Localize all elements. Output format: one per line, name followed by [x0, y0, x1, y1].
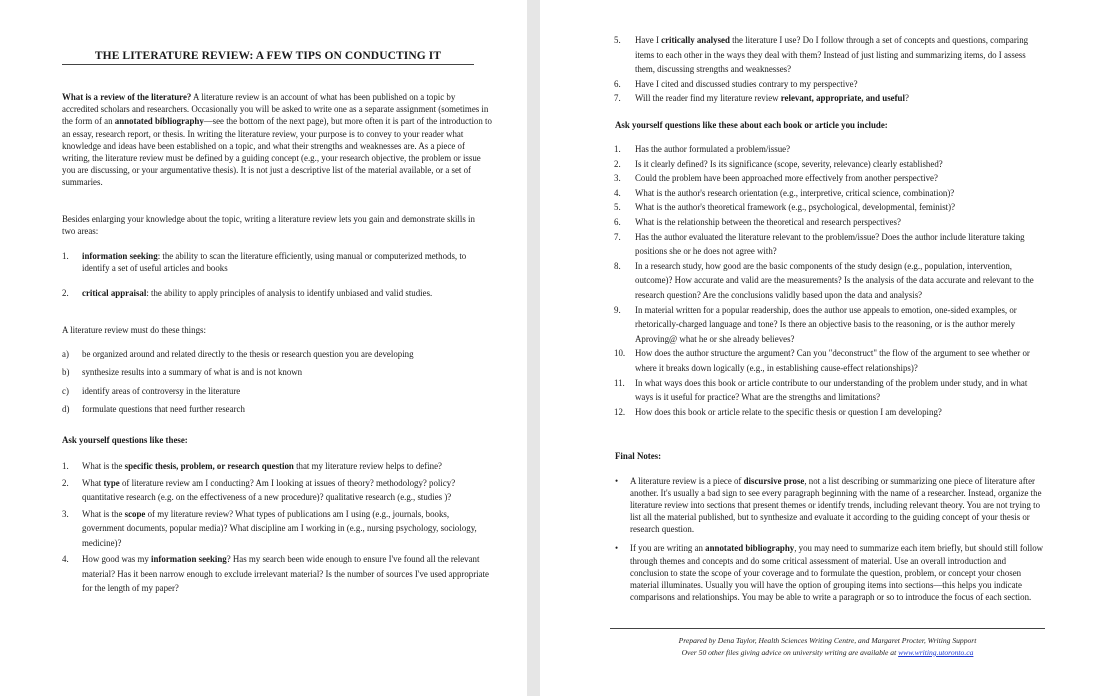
ask-pre: What — [82, 477, 104, 488]
list-number: 10. — [614, 348, 626, 359]
ask-pre: What is the — [82, 461, 125, 471]
note-post: , you may need to summarize each item briefly, but should still follow through themes and concepts and do some critical assessment of material. Use an overall introduction and conclusion to state the scope of your coverage and to formulate the question, problem, or concept your chosen material illuminates. Usually you will have the option of grouping items into sections—this helps you indicate comparisons and relationships. You may be able to write a paragraph or so to introduce the focus of each section. — [630, 543, 1044, 602]
list-item — [615, 215, 1040, 230]
bullet-icon: • — [615, 476, 619, 486]
list-item — [615, 142, 1040, 157]
intro-text-1: A literature review is an account of what has been published on a topic by accredited scholars and researchers. Occasionally you will be asked to write one as a separate assignment (sometimes in the form of an — [62, 92, 489, 127]
skill-term: information seeking — [82, 251, 158, 261]
list-number: 2. — [614, 158, 621, 169]
list-item — [615, 475, 1045, 535]
list-text: In what ways does this book or article contribute to our understanding of the problem under study, and in what ways is it useful for practice? What are the strengths and limitations? — [635, 377, 1028, 403]
page-footer — [610, 628, 1045, 659]
list-number: 4. — [62, 554, 69, 564]
left-page — [0, 0, 527, 696]
ask-bold: scope — [124, 508, 146, 519]
note-pre: A literature review is a piece of — [630, 476, 744, 486]
list-text: be organized around and related directly to the thesis or research question you are developing — [82, 349, 414, 359]
ask-bold: specific thesis, problem, or research question — [124, 461, 294, 471]
list-number: 9. — [614, 304, 621, 315]
list-item — [615, 91, 1040, 106]
must-do-list — [62, 348, 492, 417]
question-bold: critically analysed — [661, 35, 730, 45]
list-text: What is the author's research orientation (e.g., interpretive, critical science, combination)? — [635, 187, 955, 198]
ask-post: of literature review am I conducting? Am I looking at issues of theory? methodology? policy? quantitative research (e.g. on the effectiveness of a new procedure)? qualitative research (e.g., studies )? — [82, 477, 456, 502]
list-letter: b) — [62, 367, 70, 378]
list-text: synthesize results into a summary of what is and is not known — [82, 367, 303, 378]
writing-site-link[interactable]: www.writing.utoronto.ca — [898, 648, 974, 657]
list-number: 3. — [62, 508, 69, 519]
list-item — [615, 303, 1040, 347]
list-number: 1. — [62, 461, 69, 471]
list-text: In a research study, how good are the basic components of the study design (e.g., population, intervention, outcome)? How accurate and valid are the measurements? Is the analysis of the data accurate and relevant to the research question? Are the conclusions validly based upon the data and analysis? — [635, 260, 1034, 300]
list-item — [62, 348, 492, 360]
list-item — [615, 259, 1040, 303]
list-item — [62, 476, 492, 505]
question-pre: Have I — [635, 35, 662, 45]
besides-paragraph: Besides enlarging your knowledge about the topic, writing a literature review lets you gain and demonstrate skills in two areas: — [62, 214, 475, 237]
list-item — [615, 186, 1040, 201]
footer-advice-text: Over 50 other files giving advice on university writing are available at — [681, 648, 899, 657]
ask-pre: What is the — [82, 508, 125, 519]
list-item — [615, 157, 1040, 172]
ask-post: of my literature review? What types of publications am I using (e.g., journals, books, government documents, popular media)? What discipline am I working in (e.g., nursing psychology, sociology, medicine)? — [82, 508, 477, 548]
list-item — [62, 366, 492, 378]
intro-lead: What is a review of the literature? — [62, 92, 192, 102]
final-notes-list — [615, 475, 1045, 610]
bullet-icon: • — [615, 543, 619, 554]
list-number: 5. — [614, 202, 621, 213]
list-number: 6. — [614, 216, 621, 227]
list-number: 2. — [62, 287, 69, 298]
question-bold: relevant, appropriate, and useful — [780, 93, 905, 104]
note-bold: annotated bibliography — [705, 543, 795, 554]
note-bold: discursive prose — [743, 476, 805, 486]
footer-credit: Prepared by Dena Taylor, Health Sciences Writing Centre, and Margaret Procter, Writing Support — [678, 636, 977, 645]
list-number: 11. — [614, 377, 625, 388]
ask-bold: information seeking — [151, 554, 227, 564]
list-letter: d) — [62, 403, 70, 414]
ask-post: ? Has my search been wide enough to ensure I've found all the relevant material? Has it been narrow enough to exclude irrelevant material? Is the number of sources I've used appropriate for the length of my paper? — [82, 554, 489, 593]
list-number: 6. — [614, 78, 621, 89]
list-text: Has the author formulated a problem/issue? — [635, 144, 791, 154]
list-text: In material written for a popular readership, does the author use appeals to emotion, one-sided examples, or rhetorically-charged language and tone? Is there an objective basis to the reasoning, or is the author merely Aproving@ what he or she already believes? — [635, 304, 1017, 344]
footer-advice — [610, 647, 1045, 659]
right-page — [540, 0, 1094, 696]
continued-questions-list — [615, 33, 1040, 106]
question-post: ? — [904, 93, 909, 104]
list-item — [615, 33, 1040, 77]
list-text: How does this book or article relate to the specific thesis or question I am developing? — [635, 406, 942, 417]
list-number: 7. — [614, 93, 621, 104]
each-book-list — [615, 142, 1040, 419]
ask-pre: How good was my — [82, 554, 152, 564]
skill-text: : the ability to apply principles of analysis to identify unbiased and valid studies. — [146, 287, 433, 298]
list-number: 4. — [614, 187, 621, 198]
intro-paragraph — [62, 91, 492, 189]
list-letter: a) — [62, 349, 69, 359]
list-text: Has the author evaluated the literature relevant to the problem/issue? Does the author include literature taking positions she or he does not agree with? — [635, 231, 1025, 257]
list-item — [615, 171, 1040, 186]
list-text: Could the problem have been approached more effectively from another perspective? — [635, 173, 938, 184]
list-item — [615, 405, 1040, 420]
list-item — [615, 346, 1040, 375]
document-title: THE LITERATURE REVIEW: A FEW TIPS ON CONDUCTING IT — [62, 50, 474, 65]
list-text: identify areas of controversy in the literature — [82, 385, 241, 396]
list-item — [62, 385, 492, 397]
list-item — [615, 230, 1040, 259]
list-item — [615, 542, 1045, 602]
each-book-heading: Ask yourself questions like these about each book or article you include: — [615, 120, 888, 130]
list-item — [62, 459, 492, 474]
list-text: What is the relationship between the theoretical and research perspectives? — [635, 216, 901, 227]
list-number: 7. — [614, 231, 621, 242]
list-number: 12. — [614, 406, 626, 417]
intro-bold-term: annotated bibliography — [114, 116, 204, 127]
list-item — [62, 287, 492, 299]
list-item — [62, 552, 492, 596]
list-letter: c) — [62, 385, 69, 396]
intro-text-2: —see the bottom of the next page), but more often it is part of the introduction to an essay, research report, or thesis. In writing the literature review, your purpose is to convey to your reader what knowledge and ideas have been established on a topic, and what their strengths and weaknesses are. As a piece of writing, the literature review must be defined by a guiding concept (e.g., your research objective, the problem or issue you are discussing, or your argumentative thesis). It is not just a descriptive list of the material available, or a set of summaries. — [62, 116, 492, 188]
list-number: 3. — [614, 173, 621, 184]
list-number: 1. — [614, 144, 621, 154]
list-item — [62, 403, 492, 415]
note-post: , not a list describing or summarizing one piece of literature after another. It's usually a bad sign to see every paragraph beginning with the name of a researcher. Instead, organize the literature review into sections that present themes or identify trends, including relevant theory. You are not trying to list all the material published, but to synthesize and evaluate it according to the guiding concept of your thesis or research question. — [630, 476, 1042, 535]
list-text: What is the author's theoretical framework (e.g., psychological, developmental, feminist)? — [635, 202, 956, 213]
list-item — [615, 376, 1040, 405]
list-number: 5. — [614, 35, 621, 45]
list-text: Is it clearly defined? Is its significance (scope, severity, relevance) clearly established? — [635, 158, 943, 169]
skills-list — [62, 250, 492, 301]
list-item — [615, 77, 1040, 92]
list-number: 8. — [614, 260, 621, 271]
ask-bold: type — [103, 477, 120, 488]
question-pre: Have I cited and discussed studies contrary to my perspective? — [635, 78, 858, 89]
list-item — [615, 200, 1040, 215]
skill-text: : the ability to scan the literature efficiently, using manual or computerized methods, to identify a set of useful articles and books — [82, 251, 467, 274]
ask-heading: Ask yourself questions like these: — [62, 435, 188, 445]
list-number: 1. — [62, 251, 69, 261]
list-text: How does the author structure the argument? Can you "deconstruct" the flow of the argument to see whether or where it breaks down logically (e.g., in establishing cause-effect relationships)? — [635, 348, 1030, 373]
list-item — [62, 507, 492, 551]
question-post: the literature I use? Do I follow through a set of concepts and questions, comparing items to each other in the ways they deal with them? Instead of just listing and summarizing items, do I assess them, discussing strengths and weaknesses? — [635, 35, 1029, 75]
final-notes-heading: Final Notes: — [615, 451, 662, 461]
note-pre: If you are writing an — [630, 543, 706, 554]
question-pre: Will the reader find my literature review — [635, 93, 781, 104]
list-number: 2. — [62, 477, 69, 488]
list-text: formulate questions that need further research — [82, 403, 245, 414]
ask-list — [62, 459, 492, 598]
must-do-heading: A literature review must do these things: — [62, 325, 206, 335]
skill-term: critical appraisal — [82, 287, 147, 298]
ask-post: that my literature review helps to define? — [293, 461, 442, 471]
list-item — [62, 250, 492, 275]
